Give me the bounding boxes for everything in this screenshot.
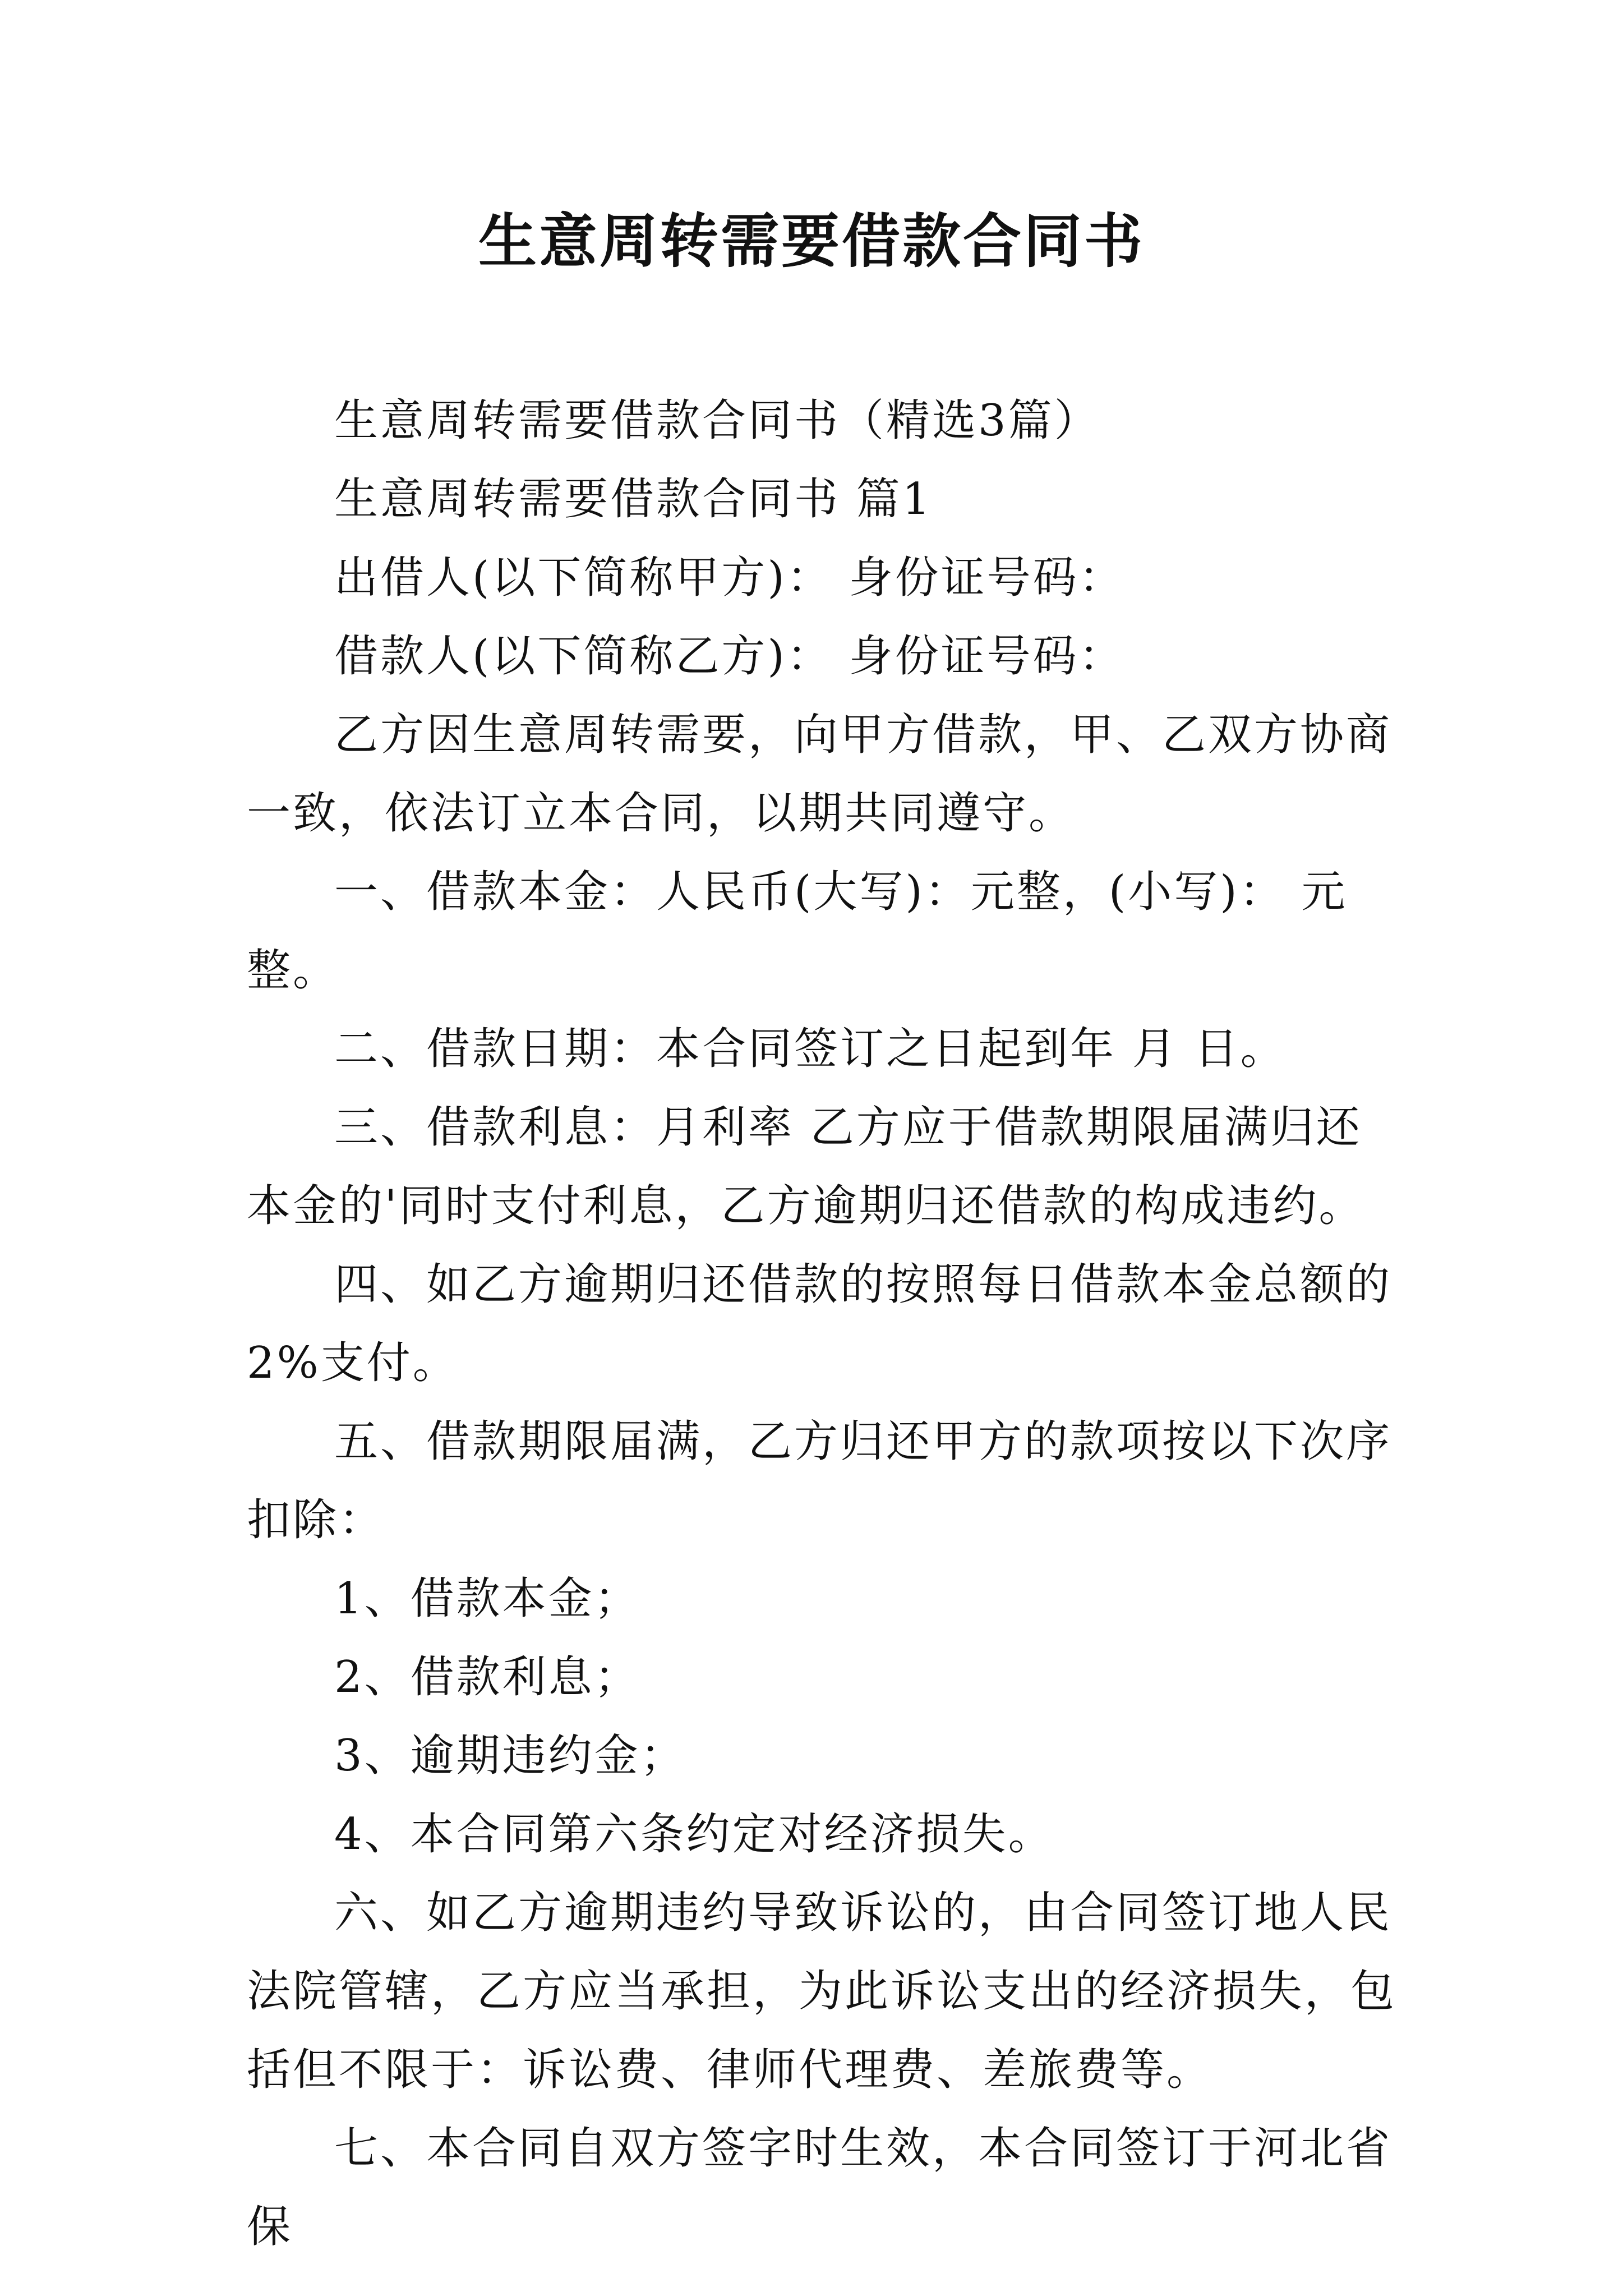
paragraph-clause-6: 六、如乙方逾期违约导致诉讼的，由合同签订地人民法院管辖，乙方应当承担，为此诉讼支出的经济损失，包括但不限于：诉讼费、律师代理费、差旅费等。	[247, 1888, 1397, 2095]
paragraph-clause-7: 七、本合同自双方签字时生效，本合同签订于河北省保	[247, 2123, 1393, 2252]
paragraph-clause-3: 三、借款利息：月利率 乙方应于借款期限届满归还本金的'同时支付利息，乙方逾期归还借款的构成违约。	[247, 1102, 1365, 1231]
paragraph-lender: 出借人(以下简称甲方)： 身份证号码：	[334, 553, 1125, 603]
list-item: 3、逾期违约金；	[334, 1731, 686, 1781]
paragraph-clause-5: 五、借款期限届满，乙方归还甲方的款项按以下次序扣除：	[247, 1416, 1393, 1545]
paragraph-borrower: 借款人(以下简称乙方)： 身份证号码：	[334, 631, 1125, 682]
document-body	[247, 381, 1408, 2266]
paragraph-subtitle: 生意周转需要借款合同书（精选3篇）	[334, 395, 1100, 446]
document-title: 生意周转需要借款合同书	[478, 207, 1145, 275]
paragraph-clause-2: 二、借款日期：本合同签订之日起到年 月 日。	[334, 1024, 1287, 1074]
paragraph-preamble: 乙方因生意周转需要，向甲方借款，甲、乙双方协商一致，依法订立本合同，以期共同遵守。	[247, 710, 1393, 839]
paragraph-clause-1: 一、借款本金：人民币(大写)：元整，(小写)： 元整。	[247, 867, 1348, 996]
paragraph-clause-4: 四、如乙方逾期归还借款的按照每日借款本金总额的2%支付。	[247, 1259, 1393, 1388]
paragraph-section-heading: 生意周转需要借款合同书 篇1	[334, 474, 933, 524]
list-item: 1、借款本金；	[334, 1573, 640, 1624]
list-item: 2、借款利息；	[334, 1652, 640, 1703]
list-item: 4、本合同第六条约定对经济损失。	[334, 1809, 1054, 1860]
